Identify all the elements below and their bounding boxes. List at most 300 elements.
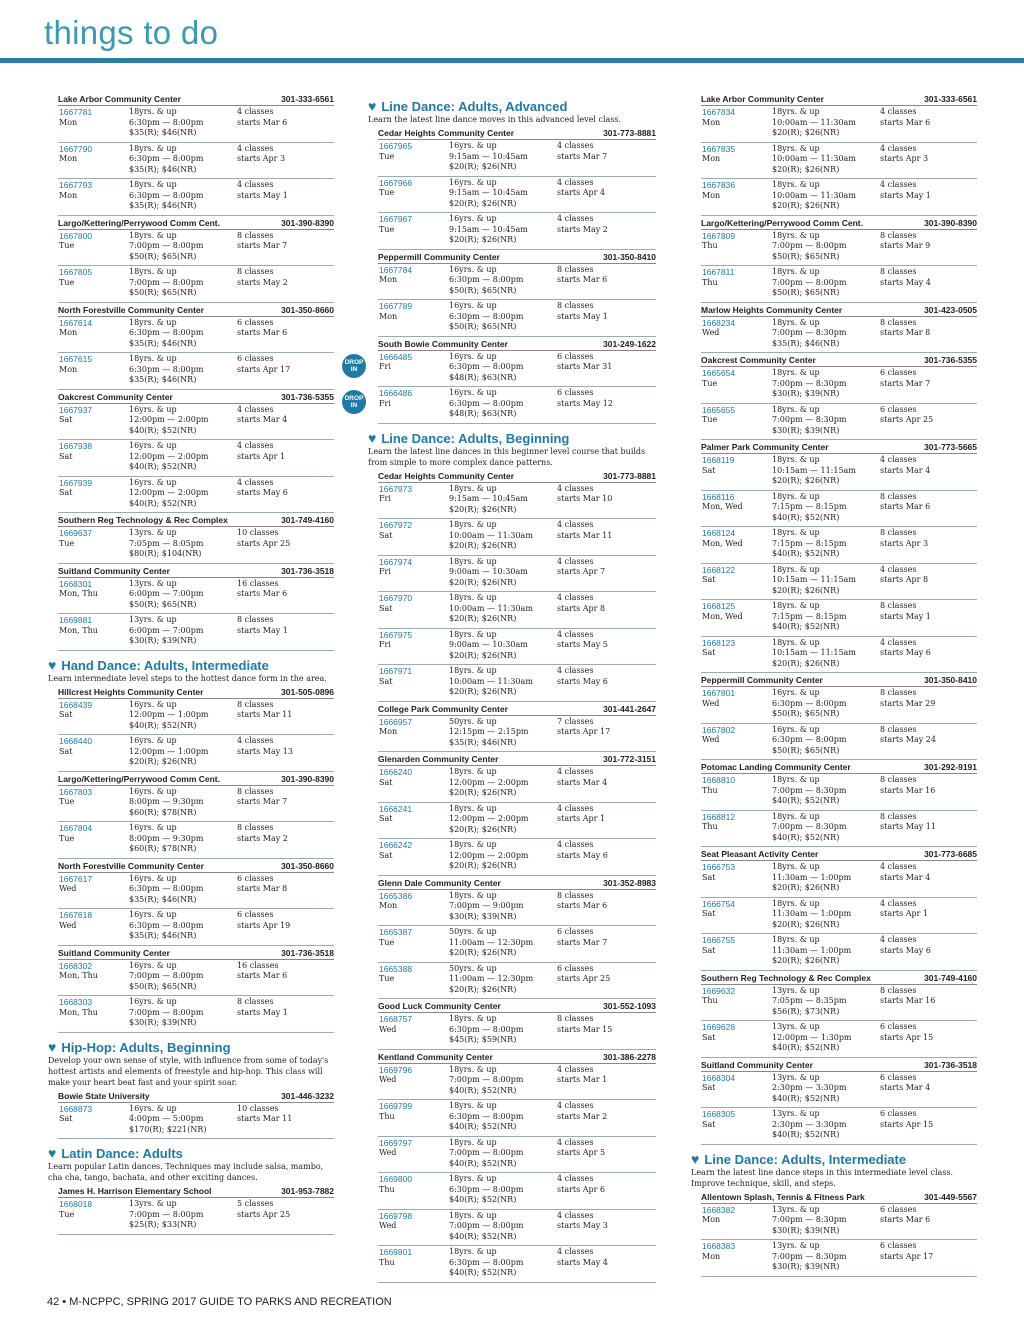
- class-count: 4 classes: [557, 629, 594, 639]
- class-code[interactable]: 1667938: [59, 441, 93, 451]
- class-col-schedule: [880, 899, 976, 920]
- class-code[interactable]: 1665387: [379, 927, 413, 937]
- class-col-code: [702, 688, 772, 709]
- class-code[interactable]: 1666242: [379, 840, 413, 850]
- class-row: [58, 822, 334, 859]
- venue-name: North Forestville Community Center: [58, 860, 204, 871]
- class-day: Sat: [702, 575, 716, 584]
- class-count: 4 classes: [880, 180, 917, 189]
- class-col-code: [59, 1199, 129, 1220]
- class-code[interactable]: 1667965: [379, 141, 413, 151]
- class-start: starts Apr 25: [237, 1209, 291, 1219]
- venue-header: [701, 304, 977, 317]
- class-fee: $20(R); $26(NR): [772, 164, 840, 174]
- class-code[interactable]: 1668304: [702, 1072, 736, 1083]
- class-col-code: [702, 812, 772, 833]
- venue-header: [378, 470, 656, 483]
- class-col-details: [449, 840, 557, 872]
- class-fee: $56(R); $73(NR): [772, 1006, 840, 1016]
- venue-name: Suitland Community Center: [701, 1059, 813, 1070]
- class-col-schedule: [880, 455, 976, 476]
- class-row: [58, 909, 334, 946]
- venue-header: [378, 251, 656, 264]
- venue-header: [58, 514, 334, 527]
- class-row: [58, 440, 334, 477]
- class-start: starts Mar 6: [237, 117, 288, 127]
- class-fee: $25(R); $33(NR): [129, 1220, 197, 1229]
- venue-header: [58, 860, 334, 873]
- class-code[interactable]: 1666485: [379, 351, 413, 362]
- class-fee: $20(R); $26(NR): [449, 824, 517, 834]
- class-code[interactable]: 1667975: [379, 629, 413, 640]
- class-fee: $60(R); $78(NR): [129, 807, 197, 817]
- class-col-code: [379, 214, 449, 235]
- class-time: 6:00pm — 7:00pm: [129, 589, 204, 598]
- class-code[interactable]: 1667937: [59, 404, 93, 415]
- class-col-schedule: [557, 557, 653, 578]
- class-col-schedule: [557, 214, 653, 235]
- class-fee: $20(R); $26(NR): [449, 235, 517, 244]
- heart-icon: ♥: [691, 1150, 700, 1167]
- class-time: 12:00pm — 2:00pm: [129, 451, 209, 461]
- class-code[interactable]: 1668810: [702, 775, 736, 785]
- class-col-details: [129, 1199, 237, 1231]
- class-start: starts May 11: [880, 822, 936, 831]
- class-age: 18yrs. & up: [772, 107, 820, 116]
- class-time: 6:30pm — 8:00pm: [449, 1257, 524, 1267]
- venue-header: [701, 441, 977, 454]
- class-col-schedule: [557, 1014, 653, 1035]
- class-count: 6 classes: [237, 910, 274, 919]
- class-day: Thu: [702, 785, 718, 795]
- venue-header: [378, 127, 656, 140]
- class-age: 16yrs. & up: [129, 960, 177, 970]
- venue-phone: 301-953-7882: [281, 1186, 334, 1196]
- class-code[interactable]: 1668119: [702, 455, 735, 465]
- class-col-details: [449, 717, 557, 749]
- class-col-schedule: [880, 368, 976, 389]
- class-time: 7:00pm — 8:30pm: [772, 415, 847, 424]
- class-code[interactable]: 1667809: [702, 230, 736, 241]
- class-code[interactable]: 1668757: [379, 1014, 413, 1024]
- class-col-schedule: [557, 484, 653, 505]
- drop-in-badge: [342, 354, 366, 378]
- class-code[interactable]: 1668122: [702, 564, 736, 575]
- class-day: Tue: [59, 241, 75, 250]
- class-time: 9:15am — 10:45am: [449, 151, 528, 161]
- class-col-details: [449, 214, 557, 246]
- class-count: 4 classes: [880, 143, 917, 153]
- class-col-code: [702, 565, 772, 586]
- class-start: starts Mar 2: [557, 1111, 608, 1121]
- class-start: starts May 6: [880, 648, 931, 657]
- class-col-code: [59, 874, 129, 895]
- class-code[interactable]: 1667617: [59, 873, 93, 884]
- venue-phone: 301-352-8983: [603, 877, 656, 888]
- class-code[interactable]: 1665654: [702, 368, 736, 378]
- class-code[interactable]: 1667973: [379, 483, 413, 494]
- venue-name: Bowie State University: [58, 1090, 150, 1101]
- class-fee: $35(R); $46(NR): [772, 338, 840, 348]
- class-day: Thu: [702, 241, 718, 250]
- class-col-code: [59, 615, 129, 636]
- class-start: starts Mar 6: [557, 901, 608, 910]
- class-col-details: [772, 638, 880, 670]
- class-col-details: [129, 910, 237, 942]
- venue-name: Southern Reg Technology & Rec Complex: [701, 972, 871, 983]
- class-code[interactable]: 1666753: [702, 862, 736, 872]
- class-code[interactable]: 1667971: [379, 666, 413, 676]
- class-code[interactable]: 1669796: [379, 1064, 413, 1075]
- class-code[interactable]: 1668873: [59, 1103, 93, 1114]
- class-col-schedule: [880, 267, 976, 288]
- class-code[interactable]: 1668124: [702, 528, 736, 538]
- class-row: [378, 629, 656, 666]
- class-age: 18yrs. & up: [772, 267, 820, 276]
- class-time: 10:15am — 11:15am: [772, 465, 856, 475]
- class-code[interactable]: 1669798: [379, 1210, 413, 1221]
- class-code[interactable]: 1668116: [702, 491, 735, 502]
- venue-phone: 301-772-3151: [603, 754, 656, 764]
- class-code[interactable]: 1666241: [379, 803, 413, 814]
- heart-icon: ♥: [368, 429, 377, 446]
- class-code[interactable]: 1666486: [379, 388, 413, 398]
- class-code[interactable]: 1667614: [59, 317, 93, 328]
- class-day: Sat: [379, 530, 393, 540]
- class-row: [58, 578, 334, 615]
- class-code[interactable]: 1669797: [379, 1137, 413, 1148]
- class-code[interactable]: 1668234: [702, 317, 736, 328]
- class-code[interactable]: 1669881: [59, 615, 93, 625]
- class-code[interactable]: 1668018: [59, 1199, 93, 1209]
- class-row: [378, 264, 656, 301]
- class-count: 4 classes: [557, 1064, 594, 1074]
- class-col-schedule: [557, 964, 653, 985]
- class-code[interactable]: 1668440: [59, 736, 93, 746]
- venue-name: College Park Community Center: [378, 703, 508, 714]
- class-col-code: [59, 354, 129, 375]
- class-row: [58, 873, 334, 910]
- class-row: [378, 890, 656, 927]
- class-fee: $40(R); $52(NR): [449, 1122, 517, 1131]
- class-row: [701, 811, 977, 848]
- class-col-schedule: [557, 265, 653, 286]
- venue-name: Suitland Community Center: [58, 947, 170, 958]
- class-code[interactable]: 1669800: [379, 1174, 413, 1184]
- class-code[interactable]: 1666240: [379, 767, 413, 777]
- class-code[interactable]: 1667834: [702, 107, 736, 117]
- class-col-schedule: [237, 528, 333, 549]
- class-code[interactable]: 1665388: [379, 963, 413, 974]
- class-day: Mon: [702, 154, 721, 163]
- class-col-schedule: [880, 601, 976, 622]
- class-time: 6:30pm — 8:00pm: [449, 1024, 524, 1034]
- class-fee: $40(R); $52(NR): [772, 1130, 840, 1139]
- class-code[interactable]: 1668302: [59, 960, 93, 971]
- class-row: [701, 637, 977, 674]
- class-count: 8 classes: [557, 890, 594, 900]
- class-time: 11:30am — 1:00pm: [772, 872, 852, 882]
- class-code[interactable]: 1667836: [702, 180, 736, 190]
- class-age: 18yrs. & up: [449, 666, 497, 675]
- class-day: Sat: [702, 909, 716, 918]
- class-age: 18yrs. & up: [449, 1210, 497, 1220]
- class-code[interactable]: 1669632: [702, 985, 736, 996]
- class-col-code: [59, 1104, 129, 1125]
- class-col-code: [379, 1174, 449, 1195]
- class-code[interactable]: 1667970: [379, 593, 413, 603]
- class-time: 7:00pm — 8:00pm: [772, 277, 847, 287]
- venue-name: Peppermill Community Center: [701, 675, 823, 685]
- class-time: 6:30pm — 8:00pm: [449, 275, 524, 284]
- class-age: 16yrs. & up: [129, 404, 177, 414]
- venue-name: Oakcrest Community Center: [701, 355, 816, 365]
- class-start: starts May 12: [557, 398, 613, 408]
- class-start: starts Mar 11: [237, 1114, 293, 1123]
- class-day: Thu: [379, 1257, 395, 1267]
- class-code[interactable]: 1667974: [379, 556, 413, 567]
- venue-name: North Forestville Community Center: [58, 304, 204, 315]
- class-age: 18yrs. & up: [772, 180, 820, 189]
- class-age: 13yrs. & up: [129, 578, 177, 588]
- class-start: starts Mar 11: [557, 530, 613, 540]
- class-code[interactable]: 1669637: [59, 528, 93, 538]
- class-code[interactable]: 1667615: [59, 354, 93, 364]
- class-count: 8 classes: [237, 230, 274, 240]
- class-count: 4 classes: [880, 898, 917, 908]
- class-time: 7:00pm — 9:00pm: [449, 901, 524, 910]
- class-col-details: [129, 961, 237, 993]
- class-col-code: [379, 927, 449, 948]
- class-time: 7:00pm — 8:00pm: [129, 277, 204, 287]
- class-day: Tue: [59, 797, 75, 806]
- column-2: [344, 92, 656, 1283]
- class-col-schedule: [237, 231, 333, 252]
- class-start: starts Mar 6: [880, 117, 931, 127]
- venue-phone: 301-333-6561: [924, 94, 977, 104]
- class-code[interactable]: 1667784: [379, 264, 413, 275]
- class-start: starts Apr 17: [880, 1251, 934, 1261]
- class-fee: $40(R); $52(NR): [772, 832, 840, 842]
- venue-header: [701, 354, 977, 367]
- class-code[interactable]: 1666755: [702, 935, 736, 945]
- class-code[interactable]: 1667800: [59, 230, 93, 241]
- class-day: Wed: [702, 735, 720, 744]
- class-row: [58, 353, 334, 390]
- class-time: 7:00pm — 8:00pm: [449, 1148, 524, 1157]
- class-day: Wed: [702, 328, 720, 337]
- class-code[interactable]: 1667966: [379, 177, 413, 188]
- class-day: Thu: [702, 822, 718, 831]
- class-col-schedule: [880, 1205, 976, 1226]
- class-start: starts May 13: [237, 746, 293, 756]
- class-code[interactable]: 1667790: [59, 143, 93, 154]
- class-code[interactable]: 1669628: [702, 1022, 736, 1032]
- class-code[interactable]: 1665386: [379, 890, 413, 901]
- class-code[interactable]: 1668439: [59, 699, 93, 710]
- class-day: Mon, Thu: [59, 589, 98, 598]
- heart-icon: ♥: [48, 656, 57, 673]
- class-col-schedule: [880, 986, 976, 1007]
- class-age: 18yrs. & up: [772, 775, 820, 784]
- class-age: 18yrs. & up: [449, 767, 497, 776]
- class-code[interactable]: 1667835: [702, 143, 736, 154]
- class-col-schedule: [237, 823, 333, 844]
- class-code[interactable]: 1667805: [59, 267, 93, 277]
- class-time: 9:15am — 10:45am: [449, 188, 528, 197]
- class-age: 18yrs. & up: [772, 601, 820, 610]
- class-code[interactable]: 1668123: [702, 637, 736, 648]
- class-row: [378, 1173, 656, 1210]
- venue-phone: 301-350-8660: [281, 860, 334, 871]
- class-time: 12:00pm — 2:00pm: [449, 850, 529, 860]
- class-row: [378, 300, 656, 337]
- class-time: 9:00am — 10:30am: [449, 640, 528, 649]
- class-col-code: [379, 1014, 449, 1035]
- class-row: [378, 483, 656, 520]
- class-row: [701, 106, 977, 143]
- class-row: [701, 527, 977, 564]
- class-time: 7:00pm — 8:00pm: [449, 1221, 524, 1230]
- class-time: 6:30pm — 8:00pm: [772, 735, 847, 744]
- class-col-details: [772, 935, 880, 967]
- class-code[interactable]: 1668382: [702, 1204, 736, 1215]
- class-code[interactable]: 1668383: [702, 1241, 736, 1251]
- class-age: 18yrs. & up: [772, 230, 820, 240]
- class-col-code: [379, 178, 449, 199]
- class-day: Wed: [59, 920, 77, 930]
- class-count: 6 classes: [880, 1204, 917, 1214]
- class-age: 18yrs. & up: [772, 528, 820, 537]
- class-row: [701, 179, 977, 216]
- class-time: 2:30pm — 3:30pm: [772, 1119, 847, 1129]
- class-count: 4 classes: [880, 455, 917, 464]
- class-age: 18yrs. & up: [772, 637, 820, 647]
- venue-name: Cedar Heights Community Center: [378, 128, 515, 138]
- class-col-details: [772, 601, 880, 633]
- class-start: starts Mar 9: [880, 241, 931, 250]
- class-col-code: [702, 528, 772, 549]
- section-title-text: Line Dance: Adults, Beginning: [381, 430, 570, 446]
- class-code[interactable]: 1667793: [59, 180, 93, 190]
- venue-phone: 301-446-3232: [281, 1090, 334, 1101]
- class-col-code: [379, 717, 449, 738]
- class-code[interactable]: 1668303: [59, 997, 93, 1007]
- class-code[interactable]: 1667972: [379, 520, 413, 530]
- class-code[interactable]: 1668305: [702, 1109, 736, 1119]
- class-time: 12:00pm — 2:00pm: [449, 777, 529, 787]
- heart-icon: ♥: [48, 1038, 57, 1055]
- class-count: 4 classes: [237, 180, 274, 189]
- class-fee: $20(R); $26(NR): [772, 585, 840, 595]
- class-age: 16yrs. & up: [129, 477, 177, 487]
- class-fee: $50(R); $65(NR): [449, 285, 517, 295]
- class-count: 4 classes: [557, 1101, 594, 1110]
- class-age: 16yrs. & up: [129, 786, 177, 796]
- class-code[interactable]: 1665655: [702, 404, 736, 415]
- class-code[interactable]: 1667802: [702, 724, 736, 735]
- venue-name: Kentland Community Center: [378, 1051, 493, 1062]
- class-fee: $45(R); $59(NR): [449, 1035, 517, 1044]
- column-3: [691, 92, 977, 1277]
- class-code[interactable]: 1669801: [379, 1247, 413, 1257]
- class-time: 11:00am — 12:30pm: [449, 974, 534, 983]
- class-count: 4 classes: [557, 1137, 594, 1147]
- class-col-details: [129, 700, 237, 732]
- class-col-details: [772, 1109, 880, 1141]
- class-age: 16yrs. & up: [129, 441, 177, 450]
- venue-phone: 301-350-8410: [603, 251, 656, 262]
- class-code[interactable]: 1666957: [379, 716, 413, 727]
- class-count: 4 classes: [557, 1210, 594, 1220]
- class-age: 16yrs. & up: [449, 141, 497, 150]
- class-fee: $40(R); $52(NR): [129, 498, 197, 508]
- class-code[interactable]: 1666754: [702, 898, 736, 909]
- class-row: [378, 926, 656, 963]
- class-col-schedule: [237, 1104, 333, 1125]
- class-start: starts Mar 6: [557, 275, 608, 284]
- class-code[interactable]: 1668125: [702, 601, 736, 611]
- venue-header: [701, 848, 977, 861]
- class-col-code: [702, 267, 772, 288]
- class-code[interactable]: 1667789: [379, 301, 413, 311]
- class-code[interactable]: 1669799: [379, 1101, 413, 1111]
- class-code[interactable]: 1668812: [702, 811, 736, 822]
- class-day: Tue: [379, 974, 395, 983]
- class-code[interactable]: 1667811: [702, 267, 735, 277]
- class-code[interactable]: 1667781: [59, 107, 93, 117]
- class-row: [701, 454, 977, 491]
- class-count: 6 classes: [237, 317, 274, 327]
- class-start: starts Apr 8: [557, 603, 606, 613]
- class-code[interactable]: 1667801: [702, 688, 736, 698]
- class-time: 12:00pm — 1:00pm: [129, 746, 209, 756]
- class-row: [378, 1100, 656, 1137]
- class-col-code: [379, 804, 449, 825]
- class-code[interactable]: 1667804: [59, 823, 93, 833]
- class-code[interactable]: 1667967: [379, 214, 413, 224]
- class-col-code: [702, 455, 772, 476]
- class-code[interactable]: 1667618: [59, 910, 93, 920]
- class-col-code: [702, 1241, 772, 1262]
- venue-header: [701, 1191, 977, 1204]
- class-age: 18yrs. & up: [449, 1247, 497, 1256]
- class-col-details: [129, 615, 237, 647]
- class-col-schedule: [880, 180, 976, 201]
- class-count: 4 classes: [880, 637, 917, 647]
- class-start: starts Apr 25: [880, 415, 934, 424]
- venue-name: Lake Arbor Community Center: [58, 94, 181, 104]
- class-col-code: [379, 141, 449, 162]
- class-row: [701, 1072, 977, 1109]
- class-start: starts May 1: [880, 190, 931, 200]
- class-time: 7:00pm — 8:30pm: [772, 1251, 847, 1261]
- class-age: 18yrs. & up: [772, 564, 820, 574]
- class-col-details: [449, 1247, 557, 1279]
- class-code[interactable]: 1667803: [59, 786, 93, 797]
- class-code[interactable]: 1667939: [59, 477, 93, 488]
- drop-in-line1: DROP: [344, 395, 364, 402]
- venue-phone: 301-350-8660: [281, 304, 334, 315]
- class-col-details: [449, 1138, 557, 1170]
- drop-in-text: [345, 395, 364, 409]
- class-col-schedule: [237, 144, 333, 165]
- class-code[interactable]: 1668301: [59, 578, 93, 589]
- class-col-details: [129, 579, 237, 611]
- class-day: Tue: [59, 538, 75, 548]
- class-col-code: [59, 441, 129, 462]
- class-col-code: [379, 1211, 449, 1232]
